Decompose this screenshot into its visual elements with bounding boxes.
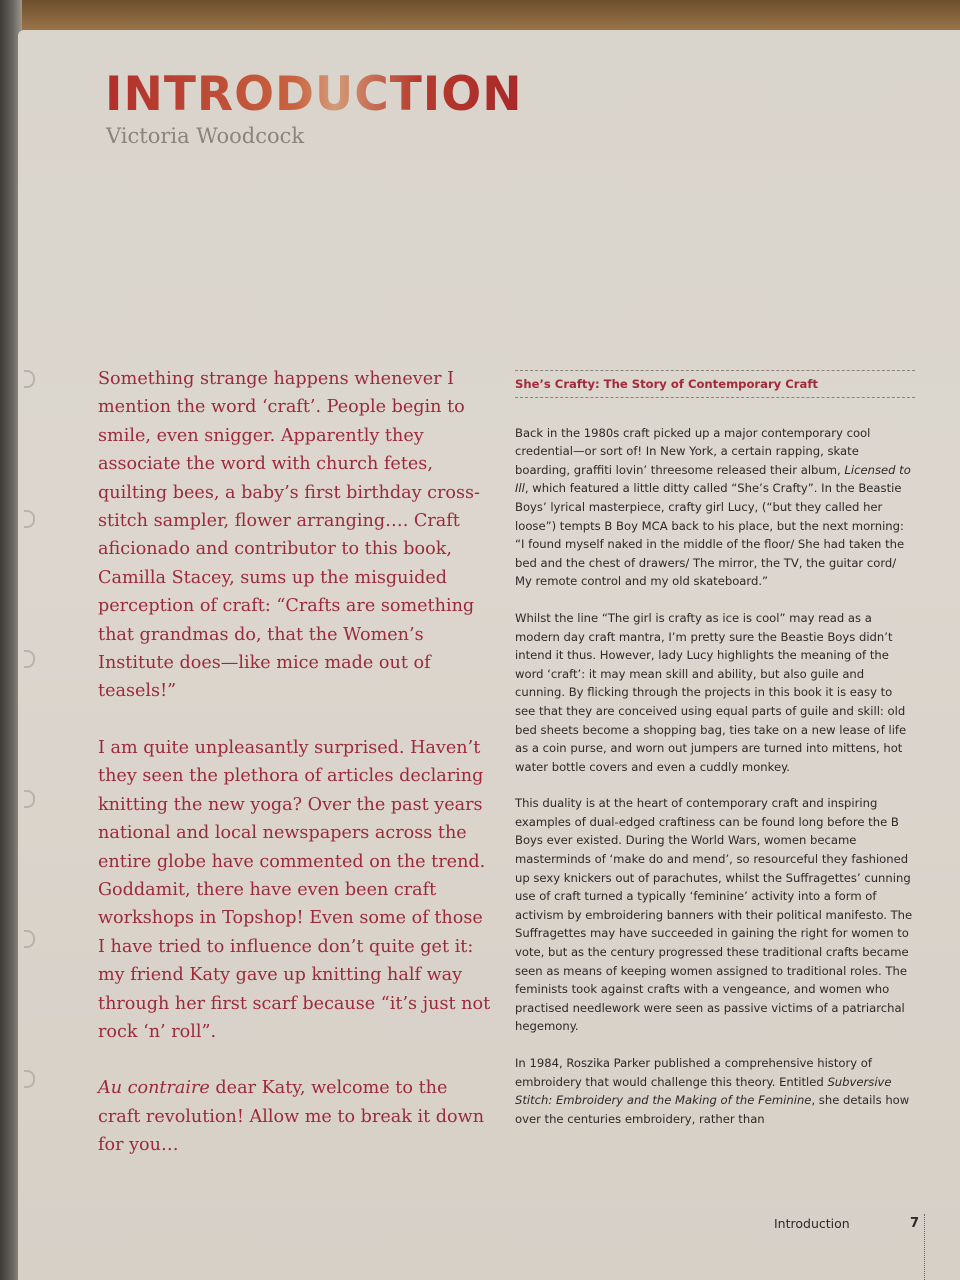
sidebar-column [515,370,915,1146]
sidebar-paragraph [515,1054,915,1128]
footer-divider [924,1214,925,1280]
sidebar-title: She’s Crafty: The Story of Contemporary Craft [515,370,915,398]
sidebar-paragraph [515,424,915,591]
album-title: Licensed to Ill [515,462,911,496]
binding-ring [24,930,35,948]
sidebar-text: , which featured a little ditty called “She’s Crafty”. In the Beastie Boys’ lyrical masterpiece, crafty girl Lucy, (“but they called her loose”) tempts B Boy MCA back to his place, but the next morning: “I found myself naked in the middle of the floor/ She had taken the bed and the chest of drawers/ The mirror, the TV, the guitar cord/ My remote control and my old skateboard.” [515,481,905,589]
page-number: 7 [910,1216,920,1231]
lead-italic-phrase: Au contraire [98,1078,210,1099]
binding-ring [24,790,35,808]
desk-background [0,0,960,30]
book-title: Subversive Stitch: Embroidery and the Making of the Feminine [515,1074,892,1108]
lead-paragraph: Something strange happens whenever I mention the word ‘craft’. People begin to smile, even snigger. Apparently they associate the word with church fetes, quilting bees, a baby’s first birthday cross-stitch sampler, flower arranging…. Craft aficionado and contributor to this book, Camilla Stacey, sums up the misguided perception of craft: “Crafts are something that grandmas do, that the Women’s Institute does—like mice made out of teasels!” [98,369,480,702]
lead-paragraph: I am quite unpleasantly surprised. Haven’t they seen the plethora of articles declaring knitting the new yoga? Over the past years national and local newspapers across the entire globe have commented on the trend. Goddamit, there have even been craft workshops in Topshop! Even some of those I have tried to influence don’t quite get it: my friend Katy gave up knitting half way through her first scarf because “it’s just not rock ‘n’ roll”. [98,737,491,1042]
sidebar-text: In 1984, Roszika Parker published a comprehensive history of embroidery that would challenge this theory. Entitled [515,1056,872,1089]
sidebar-text: , she details how over the centuries embroidery, rather than [515,1093,910,1126]
binding-ring [24,510,35,528]
sidebar-text: Back in the 1980s craft picked up a major contemporary cool credential—or sort of! In New York, a certain rapping, skate boarding, graffiti lovin’ threesome released their album, [515,425,871,477]
sidebar-paragraph: This duality is at the heart of contemporary craft and inspiring examples of dual-edged craftiness can be found long before the B Boys ever existed. During the World Wars, women became masterminds of ‘make do and mend’, so resourceful they fashioned up sexy knickers out of parachutes, whilst the Suffragettes’ cunning use of craft turned a typically ‘feminine’ activity into a form of activism by embroidering banners with their political manifesto. The Suffragettes may have succeeded in gaining the right for women to vote, but as the century progressed these traditional crafts became seen as means of keeping women assigned to traditional roles. The feminists took against crafts with a vengeance, and women who practised needlework were seen as passive victims of a patriarchal hegemony. [515,796,913,1034]
page-title: INTRODUCTION [105,67,523,122]
footer-section-name: Introduction [774,1216,850,1231]
sidebar-paragraph: Whilst the line “The girl is crafty as ice is cool” may read as a modern day craft mantra, I’m pretty sure the Beastie Boys didn’t intend it thus. However, lady Lucy highlights the meaning of the word ‘craft’: it may mean skill and ability, but also guile and cunning. By flicking through the projects in this book it is easy to see that they are conceived using equal parts of guile and skill: old bed sheets become a shopping bag, ties take on a new lease of life as a coin purse, and worn out jumpers are turned into mittens, hot water bottle covers and even a cuddly monkey. [515,610,907,774]
lead-paragraph [98,1074,493,1159]
author-name: Victoria Woodcock [106,124,305,148]
lead-column [98,365,493,1188]
binding-ring [24,370,35,388]
binding-ring [24,650,35,668]
binding-ring [24,1070,35,1088]
lead-text: dear Katy, welcome to the craft revolution! Allow me to break it down for you… [98,1078,485,1156]
